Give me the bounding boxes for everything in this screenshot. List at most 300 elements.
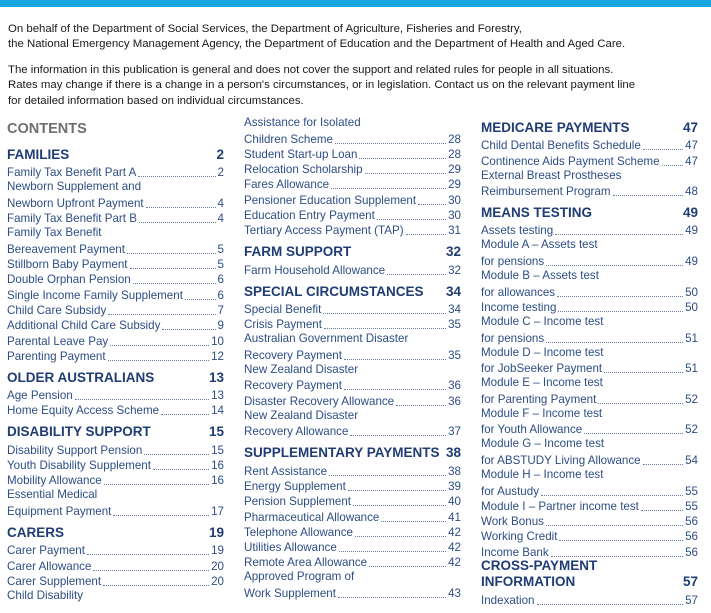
toc-entry-page: 56: [685, 545, 698, 559]
dot-leader: [323, 313, 446, 314]
toc-entry[interactable]: [244, 393, 461, 408]
toc-entry-page: 19: [211, 544, 224, 558]
toc-entry-title: Work Supplement: [244, 587, 336, 601]
toc-entry-page: 43: [448, 587, 461, 601]
toc-entry-page: 39: [448, 479, 461, 493]
toc-entry[interactable]: [7, 388, 224, 403]
toc-entry[interactable]: [481, 300, 698, 315]
toc-entry[interactable]: [481, 138, 698, 153]
toc-entry-title: Utilities Allowance: [244, 541, 337, 555]
toc-entry[interactable]: [7, 287, 224, 302]
toc-entry-page: 16: [211, 474, 224, 488]
toc-entry-title: Carer Supplement: [7, 574, 102, 588]
contents-column-1: [7, 116, 224, 604]
contents-title: CONTENTS: [7, 121, 87, 137]
toc-entry-page: 36: [448, 394, 461, 408]
toc-entry-title: Stillborn Baby Payment: [7, 258, 128, 272]
section-page-number: 19: [208, 524, 224, 540]
toc-entry-page: 52: [685, 423, 698, 437]
toc-entry-page: 6: [217, 288, 224, 302]
toc-entry[interactable]: [481, 453, 698, 468]
section-page-number: 2: [216, 147, 224, 162]
toc-entry-page: 49: [685, 255, 698, 269]
dot-leader: [537, 604, 684, 605]
section-page-number: 38: [445, 445, 461, 461]
toc-entry-title: Newborn Upfront Payment: [7, 196, 144, 210]
dot-leader: [324, 328, 446, 329]
toc-entry-page: 42: [448, 541, 461, 555]
section-page-number: 34: [445, 283, 461, 299]
toc-entry-page: 50: [685, 300, 698, 314]
toc-entry-page: 4: [217, 196, 224, 210]
toc-entry-line[interactable]: Module D – Income test: [481, 345, 604, 359]
section-heading[interactable]: [481, 201, 698, 223]
toc-entry[interactable]: [244, 378, 461, 393]
section-title: FAMILIES: [7, 147, 70, 162]
toc-entry-title: Pensioner Education Supplement: [244, 193, 417, 207]
section-page-number: 57: [682, 574, 698, 590]
toc-entry-title: Disability Support Pension: [7, 443, 143, 457]
dot-leader: [551, 556, 683, 557]
section-page-number: 49: [682, 205, 698, 221]
toc-entry-line[interactable]: Module B – Assets test: [481, 269, 599, 283]
toc-entry[interactable]: [7, 442, 224, 457]
toc-entry-title: Child Dental Benefits Schedule: [481, 139, 641, 153]
section-title: CARERS: [7, 524, 65, 540]
toc-entry[interactable]: [244, 208, 461, 223]
intro-paragraph-2: [8, 63, 708, 109]
section-title-line: CROSS-PAYMENT: [481, 558, 598, 574]
section-page-number: 13: [208, 369, 224, 385]
toc-entry-page: 42: [448, 556, 461, 570]
toc-entry-title: Disaster Recovery Allowance: [244, 394, 395, 408]
toc-entry[interactable]: [7, 333, 224, 348]
dot-leader: [335, 143, 446, 144]
dot-leader: [344, 389, 446, 390]
toc-entry-line[interactable]: New Zealand Disaster: [244, 408, 359, 422]
section-page-number: 15: [208, 424, 224, 440]
intro-line: the National Emergency Management Agency, the Department of Education and the Department of Health and Aged Care.: [8, 38, 626, 51]
dot-leader: [546, 525, 683, 526]
toc-entry-title: Crisis Payment: [244, 318, 322, 332]
toc-entry-line[interactable]: Approved Program of: [244, 570, 355, 584]
toc-entry-title: Recovery Payment: [244, 348, 342, 362]
section-page-number: 47: [682, 120, 698, 135]
section-title: DISABILITY SUPPORT: [7, 424, 151, 440]
toc-entry-page: 7: [217, 303, 224, 317]
toc-entry-page: 5: [217, 258, 224, 272]
toc-entry-title: Working Credit: [481, 530, 558, 544]
toc-entry[interactable]: [244, 555, 461, 570]
section-page-number: 32: [445, 244, 461, 260]
toc-entry[interactable]: [244, 479, 461, 494]
toc-entry[interactable]: [244, 131, 461, 146]
section-heading[interactable]: [481, 558, 698, 593]
toc-entry-page: 37: [448, 425, 461, 439]
toc-entry-title: Mobility Allowance: [7, 474, 102, 488]
toc-entry-page: 20: [211, 574, 224, 588]
dot-leader: [104, 484, 209, 485]
toc-entry[interactable]: [244, 317, 461, 332]
toc-entry-title: Income testing: [481, 300, 557, 314]
toc-entry-title: Assets testing: [481, 224, 554, 238]
dot-leader: [396, 405, 446, 406]
toc-entry[interactable]: [7, 558, 224, 573]
toc-entry-page: 14: [211, 404, 224, 418]
toc-entry-title: Student Start-up Loan: [244, 147, 358, 161]
toc-entry[interactable]: [7, 349, 224, 364]
toc-entry-page: 29: [448, 163, 461, 177]
dot-leader: [146, 207, 216, 208]
toc-entry-title: Pension Supplement: [244, 495, 351, 509]
toc-entry-page: 30: [448, 193, 461, 207]
toc-entry-page: 31: [448, 224, 461, 238]
toc-entry[interactable]: [7, 504, 224, 519]
dot-leader: [613, 195, 684, 196]
toc-entry[interactable]: [244, 586, 461, 601]
toc-entry-title: Parenting Payment: [7, 349, 106, 363]
section-title: MEDICARE PAYMENTS: [481, 120, 630, 135]
toc-entry-page: 47: [685, 139, 698, 153]
toc-entry-title: for Parenting Payment: [481, 392, 597, 406]
dot-leader: [641, 510, 683, 511]
toc-entry-page: 28: [448, 147, 461, 161]
toc-entry-page: 17: [211, 504, 224, 518]
toc-entry[interactable]: [244, 147, 461, 162]
dot-leader: [329, 475, 446, 476]
toc-entry-page: 50: [685, 285, 698, 299]
toc-entry-page: 12: [211, 349, 224, 363]
toc-entry-title: Family Tax Benefit Part B: [7, 212, 137, 226]
toc-entry-title: Age Pension: [7, 389, 73, 403]
toc-entry-line[interactable]: Module H – Income test: [481, 467, 604, 481]
toc-entry-title: Special Benefit: [244, 302, 322, 316]
section-title: OLDER AUSTRALIANS: [7, 369, 155, 385]
toc-entry[interactable]: [481, 284, 698, 299]
dot-leader: [87, 554, 209, 555]
dot-leader: [643, 149, 683, 150]
toc-entry-page: 38: [448, 464, 461, 478]
intro-line: On behalf of the Department of Social Services, the Department of Agriculture, Fisheries and Forestry,: [8, 23, 522, 35]
toc-entry-title: Bereavement Payment: [7, 242, 125, 256]
intro-line: The information in this publication is general and does not cover the support and related rules for people in all situations.: [8, 63, 614, 76]
toc-entry-title: Remote Area Allowance: [244, 556, 368, 570]
toc-entry-page: 29: [448, 178, 461, 192]
toc-entry[interactable]: [7, 574, 224, 589]
toc-entry-page: 41: [448, 510, 461, 524]
dot-leader: [558, 311, 683, 312]
toc-entry[interactable]: [481, 499, 698, 514]
toc-entry-line[interactable]: Module E – Income test: [481, 376, 603, 390]
toc-entry-line[interactable]: New Zealand Disaster: [244, 362, 359, 376]
toc-entry[interactable]: [481, 422, 698, 437]
dot-leader: [546, 265, 683, 266]
dot-leader: [130, 268, 216, 269]
toc-entry-title: for pensions: [481, 331, 545, 345]
toc-entry-page: 4: [217, 212, 224, 226]
section-title: SUPPLEMENTARY PAYMENTS: [244, 445, 440, 461]
toc-entry-page: 47: [685, 154, 698, 168]
toc-entry-title: Module I – Partner income test: [481, 499, 639, 513]
toc-entry[interactable]: [244, 223, 461, 238]
toc-entry-page: 56: [685, 530, 698, 544]
toc-entry[interactable]: [244, 262, 461, 277]
toc-entry-page: 5: [217, 242, 224, 256]
dot-leader: [348, 490, 446, 491]
dot-leader: [584, 433, 683, 434]
contents-column-2: [244, 116, 461, 601]
dot-leader: [369, 566, 446, 567]
toc-entry-page: 36: [448, 379, 461, 393]
toc-entry[interactable]: [244, 302, 461, 317]
dot-leader: [103, 585, 209, 586]
toc-entry[interactable]: [244, 494, 461, 509]
section-heading[interactable]: [244, 441, 461, 463]
toc-entry[interactable]: [7, 543, 224, 558]
toc-entry-title: Fares Allowance: [244, 178, 330, 192]
toc-entry-title: Children Scheme: [244, 132, 333, 146]
toc-entry-title: Reimbursement Program: [481, 185, 611, 199]
dot-leader: [133, 283, 216, 284]
toc-entry-page: 6: [217, 273, 224, 287]
toc-entry-line[interactable]: Module A – Assets test: [481, 238, 598, 252]
toc-entry-line[interactable]: Australian Government Disaster: [244, 332, 409, 346]
toc-entry[interactable]: [481, 330, 698, 345]
dot-leader: [355, 536, 446, 537]
toc-entry-page: 35: [448, 348, 461, 362]
toc-entry[interactable]: [481, 483, 698, 498]
toc-entry[interactable]: [244, 525, 461, 540]
toc-entry-title: Farm Household Allowance: [244, 263, 386, 277]
dot-leader: [344, 359, 446, 360]
dot-leader: [339, 551, 446, 552]
toc-entry-page: 55: [685, 499, 698, 513]
dot-leader: [598, 403, 683, 404]
toc-entry[interactable]: [7, 303, 224, 318]
toc-entry[interactable]: [481, 254, 698, 269]
section-heading[interactable]: [7, 143, 224, 165]
toc-entry[interactable]: [7, 272, 224, 287]
toc-entry-page: 51: [685, 362, 698, 376]
toc-entry-title: Double Orphan Pension: [7, 273, 131, 287]
toc-entry-page: 48: [685, 185, 698, 199]
dot-leader: [93, 570, 209, 571]
toc-entry-page: 28: [448, 132, 461, 146]
toc-entry-title: Equipment Payment: [7, 504, 112, 518]
dot-leader: [338, 597, 446, 598]
toc-entry-page: 57: [685, 593, 698, 607]
toc-entry-title: Telephone Allowance: [244, 525, 353, 539]
toc-entry[interactable]: [244, 192, 461, 207]
toc-entry[interactable]: [7, 196, 224, 211]
toc-entry-page: 32: [448, 263, 461, 277]
section-title: MEANS TESTING: [481, 205, 593, 221]
intro-line: Rates may change if there is a change in a person's circumstances, or in legislation. Contact us on the relevant payment line: [8, 79, 636, 92]
toc-entry-title: Indexation: [481, 593, 535, 607]
dot-leader: [359, 158, 446, 159]
dot-leader: [350, 435, 446, 436]
dot-leader: [377, 219, 446, 220]
toc-entry-page: 15: [211, 443, 224, 457]
dot-leader: [555, 234, 683, 235]
dot-leader: [559, 540, 683, 541]
dot-leader: [662, 165, 684, 166]
toc-entry-line[interactable]: Family Tax Benefit: [7, 226, 102, 240]
dot-leader: [381, 521, 446, 522]
toc-entry-page: 51: [685, 331, 698, 345]
toc-entry-page: 20: [211, 559, 224, 573]
toc-entry-title: Relocation Scholarship: [244, 163, 363, 177]
toc-entry[interactable]: [481, 592, 698, 607]
toc-entry-page: 55: [685, 484, 698, 498]
toc-entry[interactable]: [481, 391, 698, 406]
contents-column-3: [481, 116, 698, 608]
dot-leader: [75, 399, 209, 400]
toc-entry[interactable]: [7, 318, 224, 333]
dot-leader: [546, 342, 683, 343]
toc-entry-line[interactable]: Module C – Income test: [481, 314, 604, 328]
dot-leader: [643, 464, 683, 465]
toc-entry[interactable]: [7, 458, 224, 473]
toc-entry-page: 10: [211, 334, 224, 348]
toc-entry-line[interactable]: Module G – Income test: [481, 437, 605, 451]
toc-entry-title: for allowances: [481, 285, 556, 299]
toc-entry-line[interactable]: Child Disability: [7, 588, 84, 602]
toc-entry-page: 40: [448, 495, 461, 509]
toc-entry[interactable]: [244, 463, 461, 478]
toc-entry-title: Education Entry Payment: [244, 209, 375, 223]
toc-entry-title: Parental Leave Pay: [7, 334, 109, 348]
toc-entry-title: Continence Aids Payment Scheme: [481, 154, 660, 168]
toc-entry-page: 13: [211, 389, 224, 403]
section-title: SPECIAL CIRCUMSTANCES: [244, 283, 424, 299]
dot-leader: [331, 188, 446, 189]
toc-entry-title: Income Bank: [481, 545, 549, 559]
toc-entry-title: Carer Allowance: [7, 559, 92, 573]
dot-leader: [365, 173, 447, 174]
toc-entry-page: 16: [211, 459, 224, 473]
toc-entry-title: Recovery Allowance: [244, 425, 349, 439]
dot-leader: [110, 345, 209, 346]
toc-entry-page: 34: [448, 302, 461, 316]
toc-entry-line[interactable]: External Breast Prostheses: [481, 168, 622, 182]
toc-entry[interactable]: [244, 348, 461, 363]
toc-entry-page: 35: [448, 318, 461, 332]
section-heading[interactable]: [244, 280, 461, 302]
toc-entry-page: 56: [685, 515, 698, 529]
toc-entry-title: Pharmaceutical Allowance: [244, 510, 380, 524]
toc-entry-title: Home Equity Access Scheme: [7, 404, 160, 418]
toc-entry-title: for Youth Allowance: [481, 423, 583, 437]
dot-leader: [557, 296, 683, 297]
toc-entry-title: for pensions: [481, 255, 545, 269]
section-heading[interactable]: [7, 521, 224, 543]
toc-entry[interactable]: [481, 361, 698, 376]
toc-entry-line[interactable]: Assistance for Isolated: [244, 116, 361, 129]
dot-leader: [161, 414, 209, 415]
toc-entry-title: Carer Payment: [7, 544, 85, 558]
section-heading[interactable]: [244, 240, 461, 262]
toc-entry-title: Work Bonus: [481, 515, 544, 529]
toc-entry-title: Recovery Payment: [244, 379, 342, 393]
dot-leader: [387, 274, 446, 275]
dot-leader: [185, 299, 216, 300]
toc-entry-page: 2: [217, 166, 224, 180]
section-heading[interactable]: [7, 420, 224, 442]
intro-line: for detailed information based on individual circumstances.: [8, 94, 304, 107]
toc-entry-line[interactable]: Newborn Supplement and: [7, 180, 142, 194]
toc-entry[interactable]: [244, 540, 461, 555]
dot-leader: [418, 204, 446, 205]
toc-entry-title: for JobSeeker Payment: [481, 362, 603, 376]
toc-entry-title: Additional Child Care Subsidy: [7, 319, 161, 333]
toc-entry[interactable]: [244, 424, 461, 439]
toc-entry-title: Family Tax Benefit Part A: [7, 166, 137, 180]
toc-entry-title: for Austudy: [481, 484, 540, 498]
toc-entry[interactable]: [7, 165, 224, 180]
top-accent-bar: [0, 0, 711, 7]
toc-entry-title: Energy Supplement: [244, 479, 346, 493]
toc-entry-line[interactable]: Essential Medical: [7, 488, 98, 502]
toc-entry-page: 54: [685, 453, 698, 467]
toc-entry[interactable]: [481, 153, 698, 168]
toc-entry-title: for ABSTUDY Living Allowance: [481, 453, 641, 467]
toc-entry-page: 9: [217, 319, 224, 333]
dot-leader: [162, 329, 215, 330]
toc-entry[interactable]: [481, 514, 698, 529]
section-heading[interactable]: [481, 116, 698, 138]
toc-entry[interactable]: [244, 177, 461, 192]
section-title: FARM SUPPORT: [244, 244, 352, 260]
toc-entry[interactable]: [481, 184, 698, 199]
toc-entry[interactable]: [244, 509, 461, 524]
toc-entry[interactable]: [481, 529, 698, 544]
section-title: [481, 558, 597, 590]
toc-entry-page: 30: [448, 209, 461, 223]
dot-leader: [108, 360, 209, 361]
toc-entry-title: Child Care Subsidy: [7, 303, 107, 317]
dot-leader: [127, 253, 216, 254]
toc-entry-page: 49: [685, 224, 698, 238]
toc-entry-title: Youth Disability Supplement: [7, 459, 151, 473]
dot-leader: [153, 469, 209, 470]
toc-entry[interactable]: [7, 473, 224, 488]
dot-leader: [406, 234, 447, 235]
dot-leader: [353, 505, 446, 506]
section-title-line: INFORMATION: [481, 574, 576, 590]
toc-entry[interactable]: [244, 162, 461, 177]
toc-entry-line[interactable]: Module F – Income test: [481, 406, 603, 420]
dot-leader: [541, 495, 683, 496]
dot-leader: [138, 176, 215, 177]
intro-text: [8, 22, 708, 109]
intro-paragraph-1: [8, 22, 708, 53]
dot-leader: [108, 314, 215, 315]
toc-entry-title: Rent Assistance: [244, 464, 328, 478]
toc-entry[interactable]: [7, 211, 224, 226]
dot-leader: [113, 515, 209, 516]
section-heading[interactable]: [7, 366, 224, 388]
toc-entry[interactable]: [7, 257, 224, 272]
toc-entry-page: 52: [685, 392, 698, 406]
toc-entry-title: Tertiary Access Payment (TAP): [244, 224, 404, 238]
toc-entry-title: Single Income Family Supplement: [7, 288, 183, 302]
toc-entry[interactable]: [7, 403, 224, 418]
dot-leader: [139, 222, 216, 223]
toc-entry[interactable]: [7, 241, 224, 256]
toc-entry[interactable]: [481, 223, 698, 238]
dot-leader: [144, 454, 209, 455]
